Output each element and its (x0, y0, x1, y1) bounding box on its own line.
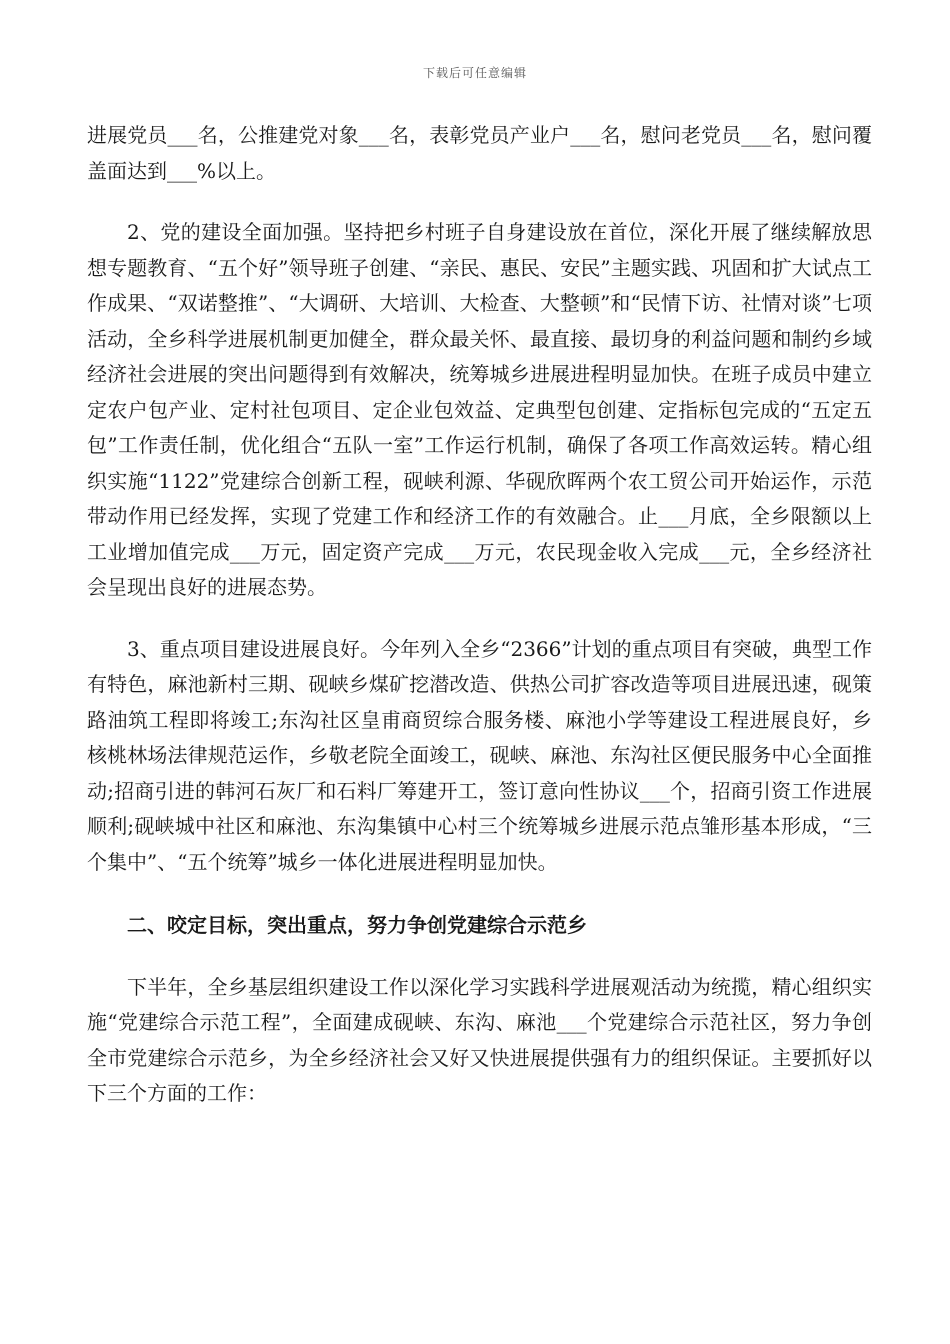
page-header: 下载后可任意编辑 (422, 66, 527, 80)
paragraph-key-projects: 3、重点项目建设进展良好。今年列入全乡“2366”计划的重点项目有突破，典型工作有特色，麻池新村三期、砚峡乡煤矿挖潜改造、供热公司扩容改造等项目进展迅速，砚策路油筑工程即将竣工;东沟社区皇甫商贸综合服务楼、麻池小学等建设工程进展良好，乡核桃林场法律规范运作，乡敬老院全面竣工，砚峡、麻池、东沟社区便民服务中心全面推动;招商引进的韩河石灰厂和石料厂筹建开工，签订意向性协议___个，招商引资工作进展顺利;砚峡城中社区和麻池、东沟集镇中心村三个统筹城乡进展示范点雏形基本形成，“三个集中”、“五个统筹”城乡一体化进展进程明显加快。 (87, 636, 872, 874)
document-body (87, 118, 872, 1112)
section-heading-two: 二、咬定目标，突出重点，努力争创党建综合示范乡 (127, 913, 587, 937)
paragraph-members-summary: 进展党员___名，公推建党对象___名，表彰党员产业户___名，慰问老党员___名，慰问覆盖面达到___%以上。 (87, 123, 872, 183)
paragraph-party-building: 2、党的建设全面加强。坚持把乡村班子自身建设放在首位，深化开展了继续解放思想专题教育、“五个好”领导班子创建、“亲民、惠民、安民”主题实践、巩固和扩大试点工作成果、“双诺整推”、“大调研、大培训、大检查、大整顿”和“民情下访、社情对谈”七项活动，全乡科学进展机制更加健全，群众最关怀、最直接、最切身的利益问题和制约乡域经济社会进展的突出问题得到有效解决，统筹城乡进展进程明显加快。在班子成员中建立定农户包产业、定村社包项目、定企业包效益、定典型包创建、定指标包完成的“五定五包”工作责任制，优化组合“五队一室”工作运行机制，确保了各项工作高效运转。精心组织实施“1122”党建综合创新工程，砚峡利源、华砚欣晖两个农工贸公司开始运作，示范带动作用已经发挥，实现了党建工作和经济工作的有效融合。止___月底，全乡限额以上工业增加值完成___万元，固定资产完成___万元，农民现金收入完成___元，全乡经济社会呈现出良好的进展态势。 (87, 220, 872, 599)
paragraph-second-half-plan: 下半年，全乡基层组织建设工作以深化学习实践科学进展观活动为统揽，精心组织实施“党建综合示范工程”，全面建成砚峡、东沟、麻池___个党建综合示范社区，努力争创全市党建综合示范乡，为全乡经济社会又好又快进展提供强有力的组织保证。主要抓好以下三个方面的工作： (87, 974, 872, 1105)
